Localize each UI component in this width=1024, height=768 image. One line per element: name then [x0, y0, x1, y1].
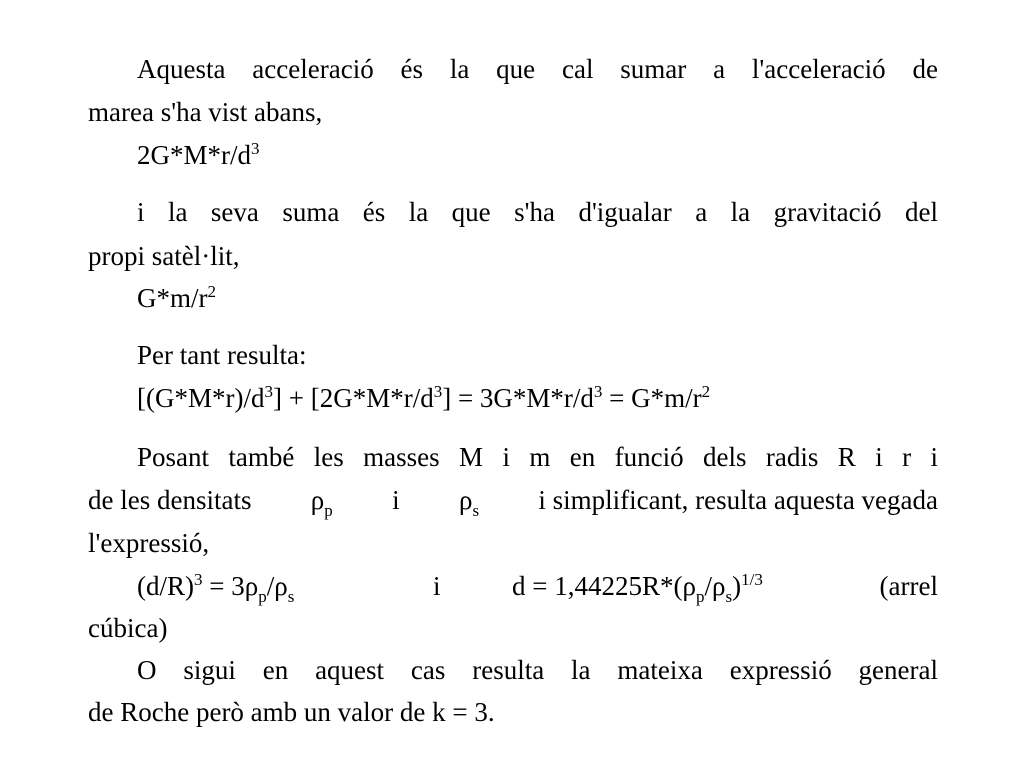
rho-symbol: ρ [458, 485, 473, 515]
simplifying-text: i simplificant, resulta aquesta vegada [531, 485, 938, 515]
formula-distance [512, 569, 763, 606]
paragraph-1-line-2: marea s'ha vist abans, [88, 97, 323, 127]
result-exp-4: 2 [701, 382, 711, 401]
result-term-3: ] = 3G*M*r/d [442, 383, 594, 413]
divide-sign: / [704, 571, 712, 601]
result-exp-2: 3 [433, 382, 443, 401]
paragraph-3-line-3: l'expressió, [88, 528, 210, 558]
result-exp-1: 3 [264, 382, 273, 401]
rho-symbol: ρ [274, 571, 288, 601]
result-term-1: [(G*M*r)/d [137, 383, 265, 413]
result-intro: Per tant resulta: [137, 340, 307, 370]
result-term-2: ] + [2G*M*r/d [272, 383, 434, 413]
distance-base: d = 1,44225R*( [512, 571, 683, 601]
divide-sign: / [266, 571, 275, 601]
paragraph-1-line-1: Aquesta acceleració és la que cal sumar a l'acceleració de [137, 54, 938, 84]
close-paren: ) [732, 571, 742, 601]
result-term-4: = G*m/r [602, 383, 702, 413]
formula-2-base: G*m/r [137, 283, 208, 313]
subscript-p: p [695, 587, 705, 606]
paragraph-2-line-2: propi satèl·lit, [88, 241, 240, 271]
subscript-s: s [725, 587, 733, 606]
subscript-p: p [324, 501, 333, 520]
result-exp-3: 3 [593, 382, 603, 401]
formula-ratio [137, 569, 295, 606]
formula-1-base: 2G*M*r/d [137, 140, 251, 170]
density-satellite [458, 483, 480, 520]
rho-symbol: ρ [310, 485, 325, 515]
rho-symbol: ρ [711, 571, 726, 601]
ratio-exponent: 3 [194, 570, 203, 589]
paragraph-4-line-1: O sigui en aquest cas resulta la mateixa expressió general [137, 655, 938, 685]
formula-tidal-acceleration [137, 138, 938, 172]
formula-note: (arrel [879, 571, 938, 601]
densities-text: de les densitats [88, 485, 259, 515]
conjunction-i: i [385, 485, 407, 515]
paragraph-3-line-1: Posant també les masses M i m en funció dels radis R i r i [137, 442, 938, 472]
formula-satellite-gravity [137, 281, 938, 315]
subscript-p: p [258, 587, 267, 606]
ratio-base: (d/R) [137, 571, 194, 601]
formula-2-exponent: 2 [207, 282, 216, 301]
rho-symbol: ρ [244, 571, 259, 601]
density-planet [310, 483, 333, 520]
paragraph-4-line-2: de Roche però amb un valor de k = 3. [88, 697, 495, 727]
paragraph-2-line-1: i la seva suma és la que s'ha d'igualar a la gravitació del [137, 197, 938, 227]
subscript-s: s [287, 587, 295, 606]
formula-1-exponent: 3 [251, 139, 260, 158]
paragraph-3-line-2 [88, 483, 938, 520]
formula-note-continuation: cúbica) [88, 613, 168, 643]
cube-root-exponent: 1/3 [741, 570, 763, 589]
result-equation [137, 381, 938, 415]
rho-symbol: ρ [682, 571, 696, 601]
ratio-equals: = 3 [202, 571, 245, 601]
subscript-s: s [472, 501, 480, 520]
formula-conjunction: i [433, 571, 441, 601]
